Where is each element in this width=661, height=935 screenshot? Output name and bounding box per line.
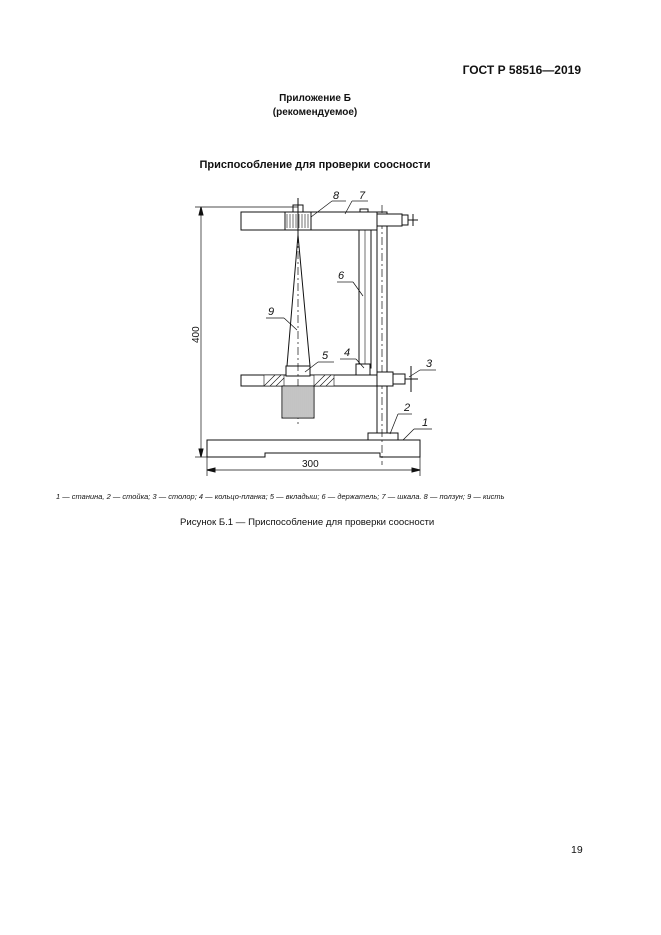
appendix-title: Приложение Б — [279, 93, 351, 104]
dimension-height: 400 — [191, 326, 202, 343]
callout-1: 1 — [422, 417, 429, 429]
figure-legend: 1 — станина, 2 — стойка; 3 — столор; 4 — кольцо-планка; 5 — вкладыш; 6 — держатель; 7 — шкала. 8 — ползун; 9 — кисть — [56, 492, 505, 501]
post-foot — [368, 433, 398, 440]
page-number: 19 — [571, 844, 583, 856]
brush-handle — [287, 235, 310, 366]
callout-4: 4 — [344, 347, 351, 359]
figure-caption: Рисунок Б.1 — Приспособление для проверки соосности — [180, 517, 435, 528]
callout-3: 3 — [426, 358, 433, 370]
dimension-width: 300 — [302, 459, 319, 470]
standard-code: ГОСТ Р 58516—2019 — [462, 63, 581, 77]
callout-5: 5 — [322, 350, 329, 362]
callout-8: 8 — [333, 190, 340, 202]
callout-2: 2 — [404, 402, 411, 414]
callout-6: 6 — [338, 270, 345, 282]
appendix-status: (рекомендуемое) — [272, 107, 358, 118]
callout-9: 9 — [268, 306, 275, 318]
figure-title: Приспособление для проверки соосности — [199, 159, 431, 171]
table-plate — [241, 375, 377, 386]
base-frame — [207, 440, 420, 457]
callout-7: 7 — [359, 190, 366, 202]
